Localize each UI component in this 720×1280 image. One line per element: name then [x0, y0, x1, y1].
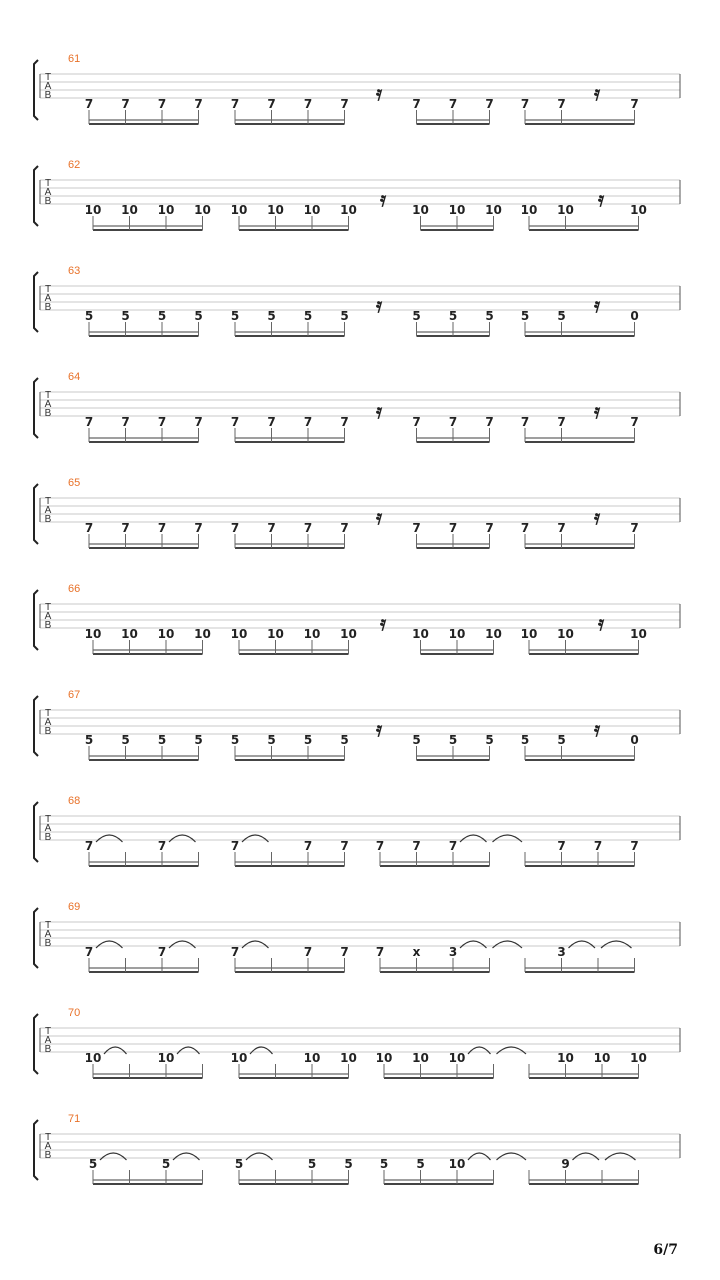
fret-number: 5: [303, 309, 313, 323]
tab-clef-letter: A: [44, 1141, 52, 1152]
tab-clef-letter: T: [44, 602, 52, 613]
measure-number: 63: [68, 265, 81, 277]
fret-number: 10: [375, 1051, 393, 1065]
sixteenth-rest: 𝄿: [593, 505, 601, 529]
tie: [468, 1047, 491, 1054]
tab-clef-letter: T: [44, 496, 52, 507]
sixteenth-rest: 𝄿: [379, 611, 387, 635]
fret-number: 7: [230, 521, 240, 535]
tab-clef-letter: T: [44, 178, 52, 189]
fret-number: 7: [412, 415, 421, 429]
tab-clef-letter: B: [44, 302, 52, 313]
fret-number: 7: [448, 97, 458, 111]
tab-clef-letter: B: [44, 514, 52, 525]
dead-note: x: [412, 945, 421, 959]
fret-number: 7: [630, 415, 639, 429]
system-bracket: [34, 484, 38, 544]
fret-number: 7: [412, 839, 421, 853]
fret-number: 7: [448, 521, 458, 535]
sixteenth-rest: 𝄿: [375, 293, 383, 317]
fret-number: 5: [412, 309, 421, 323]
tab-clef-letter: B: [44, 1044, 52, 1055]
fret-number: 10: [267, 627, 284, 641]
fret-number: 7: [303, 415, 313, 429]
fret-number: 7: [340, 839, 349, 853]
fret-number: 7: [194, 521, 203, 535]
measure-number: 70: [68, 1007, 81, 1019]
fret-number: 7: [121, 97, 130, 111]
fret-number: 7: [340, 97, 349, 111]
measure-number: 71: [68, 1113, 81, 1125]
fret-number: 10: [593, 1051, 611, 1065]
fret-number: 5: [230, 309, 240, 323]
fret-number: 5: [412, 733, 421, 747]
tab-clef-letter: A: [44, 929, 52, 940]
tab-clef-letter: T: [44, 920, 52, 931]
fret-number: 7: [84, 97, 94, 111]
fret-number: 5: [157, 309, 167, 323]
measure-number: 64: [68, 371, 81, 383]
fret-number: 10: [448, 627, 466, 641]
fret-number: 7: [520, 415, 530, 429]
tie: [493, 835, 523, 842]
system-bracket: [34, 272, 38, 332]
measure-number: 69: [68, 901, 81, 913]
fret-number: 7: [485, 97, 494, 111]
sixteenth-rest: 𝄿: [597, 611, 605, 635]
fret-number: 10: [520, 203, 538, 217]
system-bracket: [34, 696, 38, 756]
fret-number: 10: [485, 203, 502, 217]
system-bracket: [34, 908, 38, 968]
fret-number: 7: [121, 521, 130, 535]
fret-number: 10: [303, 1051, 321, 1065]
fret-number: 10: [557, 203, 574, 217]
fret-number: 9: [561, 1157, 570, 1171]
tab-clef-letter: B: [44, 726, 52, 737]
fret-number: 10: [230, 627, 248, 641]
fret-number: 10: [230, 203, 248, 217]
measure-number: 65: [68, 477, 81, 489]
tab-clef-letter: T: [44, 1132, 52, 1143]
tie: [169, 835, 196, 842]
fret-number: 7: [630, 839, 639, 853]
measure-number: 61: [68, 53, 81, 65]
tie: [493, 941, 523, 948]
fret-number: 3: [448, 945, 458, 959]
fret-number: 7: [84, 415, 94, 429]
fret-number: 5: [267, 309, 276, 323]
tie: [601, 941, 632, 948]
fret-number: 7: [230, 945, 240, 959]
system-bracket: [34, 590, 38, 650]
fret-number: 5: [520, 309, 530, 323]
fret-number: 7: [157, 97, 167, 111]
fret-number: 5: [448, 309, 458, 323]
tab-clef-letter: A: [44, 293, 52, 304]
fret-number: 7: [630, 521, 639, 535]
fret-number: 7: [267, 415, 276, 429]
fret-number: 3: [557, 945, 566, 959]
fret-number: 7: [194, 97, 203, 111]
tab-clef-letter: B: [44, 620, 52, 631]
fret-number: 10: [267, 203, 284, 217]
fret-number: 10: [448, 1157, 466, 1171]
fret-number: 10: [157, 203, 175, 217]
fret-number: 7: [303, 97, 313, 111]
fret-number: 5: [340, 309, 349, 323]
fret-number: 5: [84, 733, 94, 747]
sixteenth-rest: 𝄿: [593, 399, 601, 423]
tab-clef-letter: B: [44, 832, 52, 843]
fret-number: 10: [557, 627, 574, 641]
tab-clef-letter: A: [44, 611, 52, 622]
tie: [96, 835, 123, 842]
fret-number: 7: [557, 521, 566, 535]
fret-number: 7: [340, 415, 349, 429]
tab-clef-letter: T: [44, 814, 52, 825]
fret-number: 7: [267, 97, 276, 111]
tie: [173, 1153, 200, 1160]
measure-number: 66: [68, 583, 81, 595]
tab-clef-letter: B: [44, 408, 52, 419]
fret-number: 7: [593, 839, 603, 853]
fret-number: 7: [84, 839, 94, 853]
system-bracket: [34, 60, 38, 120]
fret-number: 7: [340, 945, 349, 959]
sixteenth-rest: 𝄿: [375, 505, 383, 529]
fret-number: 5: [340, 733, 349, 747]
tab-clef-letter: T: [44, 72, 52, 83]
fret-number: 10: [557, 1051, 574, 1065]
fret-number: 10: [121, 627, 138, 641]
measure-number: 68: [68, 795, 81, 807]
fret-number: 7: [340, 521, 349, 535]
fret-number: 5: [416, 1157, 425, 1171]
tie: [605, 1153, 636, 1160]
tie: [104, 1047, 127, 1054]
tie: [177, 1047, 200, 1054]
sixteenth-rest: 𝄿: [375, 717, 383, 741]
fret-number: 10: [303, 203, 321, 217]
fret-number: 7: [230, 415, 240, 429]
fret-number: 5: [194, 733, 203, 747]
sixteenth-rest: 𝄿: [593, 81, 601, 105]
fret-number: 7: [412, 97, 421, 111]
fret-number: 10: [194, 203, 211, 217]
fret-number: 7: [157, 839, 167, 853]
tie: [569, 941, 596, 948]
fret-number: 0: [630, 309, 639, 323]
tie: [573, 1153, 600, 1160]
tab-clef-letter: A: [44, 823, 52, 834]
tie: [242, 941, 269, 948]
tie: [100, 1153, 127, 1160]
tab-clef-letter: A: [44, 81, 52, 92]
tab-clef-letter: B: [44, 938, 52, 949]
tab-clef-letter: A: [44, 717, 52, 728]
sixteenth-rest: 𝄿: [593, 717, 601, 741]
fret-number: 10: [412, 627, 429, 641]
tie: [242, 835, 269, 842]
fret-number: 5: [379, 1157, 389, 1171]
fret-number: 7: [303, 839, 313, 853]
tie: [497, 1153, 527, 1160]
fret-number: 7: [303, 945, 313, 959]
fret-number: 10: [340, 1051, 357, 1065]
fret-number: 7: [267, 521, 276, 535]
fret-number: 5: [121, 733, 130, 747]
tie: [460, 941, 487, 948]
system-bracket: [34, 1014, 38, 1074]
fret-number: 7: [557, 839, 566, 853]
fret-number: 7: [448, 839, 458, 853]
fret-number: 5: [448, 733, 458, 747]
sixteenth-rest: 𝄿: [597, 187, 605, 211]
fret-number: 5: [557, 733, 566, 747]
system-bracket: [34, 802, 38, 862]
tab-clef-letter: B: [44, 1150, 52, 1161]
page-number: 6/7: [653, 1242, 678, 1258]
fret-number: 7: [194, 415, 203, 429]
tab-clef-letter: T: [44, 284, 52, 295]
fret-number: 10: [630, 627, 647, 641]
fret-number: 7: [520, 521, 530, 535]
tab-clef-letter: T: [44, 708, 52, 719]
fret-number: 5: [267, 733, 276, 747]
fret-number: 10: [630, 1051, 647, 1065]
tab-clef-letter: A: [44, 505, 52, 516]
system-bracket: [34, 378, 38, 438]
fret-number: 7: [630, 97, 639, 111]
tie: [497, 1047, 527, 1054]
fret-number: 10: [157, 627, 175, 641]
sixteenth-rest: 𝄿: [375, 81, 383, 105]
fret-number: 10: [520, 627, 538, 641]
tab-clef-letter: T: [44, 1026, 52, 1037]
fret-number: 5: [520, 733, 530, 747]
fret-number: 5: [485, 309, 494, 323]
fret-number: 5: [303, 733, 313, 747]
fret-number: 10: [121, 203, 138, 217]
sixteenth-rest: 𝄿: [593, 293, 601, 317]
fret-number: 10: [412, 1051, 429, 1065]
tab-clef-letter: A: [44, 1035, 52, 1046]
fret-number: 7: [485, 415, 494, 429]
measure-number: 67: [68, 689, 81, 701]
fret-number: 5: [485, 733, 494, 747]
fret-number: 5: [194, 309, 203, 323]
fret-number: 7: [557, 97, 566, 111]
tie: [460, 835, 487, 842]
tie: [250, 1047, 273, 1054]
fret-number: 10: [630, 203, 647, 217]
fret-number: 10: [303, 627, 321, 641]
fret-number: 7: [230, 839, 240, 853]
fret-number: 7: [157, 945, 167, 959]
fret-number: 10: [84, 1051, 102, 1065]
fret-number: 10: [84, 627, 102, 641]
tab-clef-letter: T: [44, 390, 52, 401]
fret-number: 7: [557, 415, 566, 429]
fret-number: 10: [448, 1051, 466, 1065]
tie: [468, 1153, 491, 1160]
fret-number: 0: [630, 733, 639, 747]
tab-clef-letter: B: [44, 196, 52, 207]
fret-number: 7: [375, 945, 385, 959]
sixteenth-rest: 𝄿: [375, 399, 383, 423]
fret-number: 7: [412, 521, 421, 535]
fret-number: 7: [157, 415, 167, 429]
fret-number: 10: [412, 203, 429, 217]
fret-number: 5: [557, 309, 566, 323]
fret-number: 5: [161, 1157, 171, 1171]
fret-number: 5: [121, 309, 130, 323]
fret-number: 5: [157, 733, 167, 747]
fret-number: 10: [485, 627, 502, 641]
fret-number: 5: [344, 1157, 353, 1171]
fret-number: 10: [84, 203, 102, 217]
fret-number: 10: [194, 627, 211, 641]
fret-number: 10: [340, 627, 357, 641]
fret-number: 5: [307, 1157, 317, 1171]
system-bracket: [34, 166, 38, 226]
tab-clef-letter: B: [44, 90, 52, 101]
measure-number: 62: [68, 159, 81, 171]
fret-number: 7: [230, 97, 240, 111]
fret-number: 7: [448, 415, 458, 429]
fret-number: 10: [448, 203, 466, 217]
fret-number: 5: [230, 733, 240, 747]
sixteenth-rest: 𝄿: [379, 187, 387, 211]
fret-number: 7: [157, 521, 167, 535]
fret-number: 10: [230, 1051, 248, 1065]
system-bracket: [34, 1120, 38, 1180]
fret-number: 5: [88, 1157, 98, 1171]
fret-number: 5: [234, 1157, 244, 1171]
fret-number: 7: [84, 945, 94, 959]
fret-number: 10: [157, 1051, 175, 1065]
fret-number: 5: [84, 309, 94, 323]
tie: [96, 941, 123, 948]
tab-clef-letter: A: [44, 399, 52, 410]
fret-number: 10: [340, 203, 357, 217]
fret-number: 7: [84, 521, 94, 535]
fret-number: 7: [520, 97, 530, 111]
fret-number: 7: [303, 521, 313, 535]
tab-clef-letter: A: [44, 187, 52, 198]
fret-number: 7: [375, 839, 385, 853]
tie: [246, 1153, 273, 1160]
fret-number: 7: [485, 521, 494, 535]
fret-number: 7: [121, 415, 130, 429]
tie: [169, 941, 196, 948]
